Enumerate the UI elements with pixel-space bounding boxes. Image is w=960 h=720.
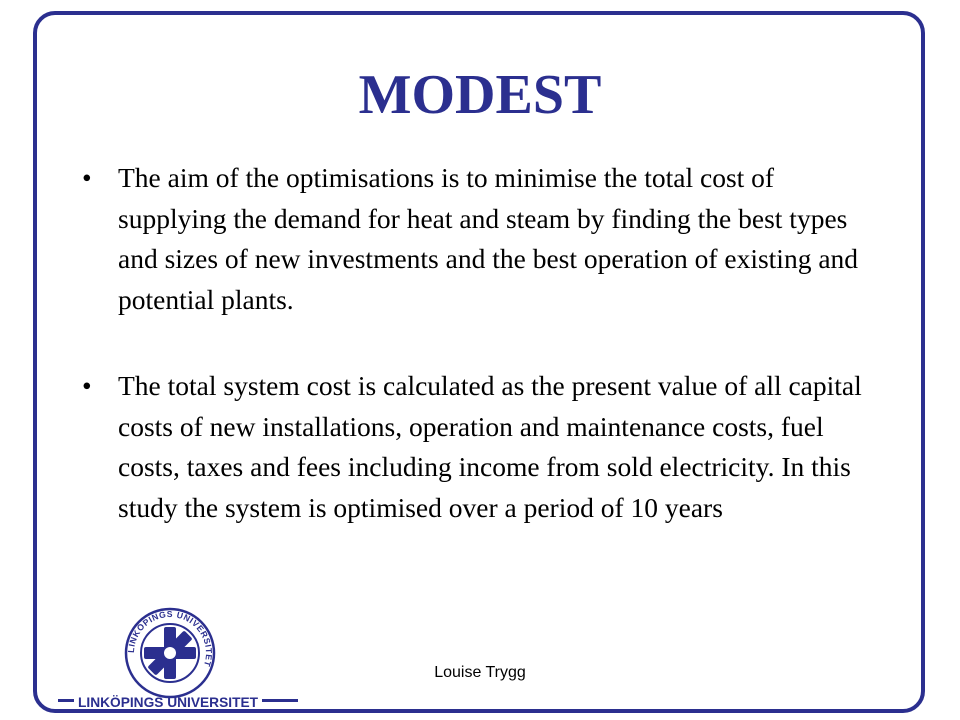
bullet-item: [78, 366, 888, 528]
university-wordmark-logo: [58, 686, 298, 714]
bullet-list: [78, 158, 888, 528]
logo-wordmark-text: LINKÖPINGS UNIVERSITET: [78, 694, 259, 710]
bullet-text: The total system cost is calculated as the present value of all capital costs of new installations, operation and maintenance costs, fuel costs, taxes and fees including income from sold electricity. In this study the system is optimised over a period of 10 years: [118, 370, 862, 523]
bullet-marker: •: [82, 162, 92, 193]
footer-author: Louise Trygg: [434, 664, 526, 681]
slide-title: MODEST: [358, 64, 602, 126]
bullet-marker: •: [82, 370, 92, 401]
bullet-text: The aim of the optimisations is to minimise the total cost of supplying the demand for heat and steam by finding the best types and sizes of new investments and the best operation of existing and potential plants.: [118, 162, 859, 315]
bullet-item: [78, 158, 888, 320]
logo-ring-text: LINKÖPINGS UNIVERSITET: [125, 608, 215, 669]
